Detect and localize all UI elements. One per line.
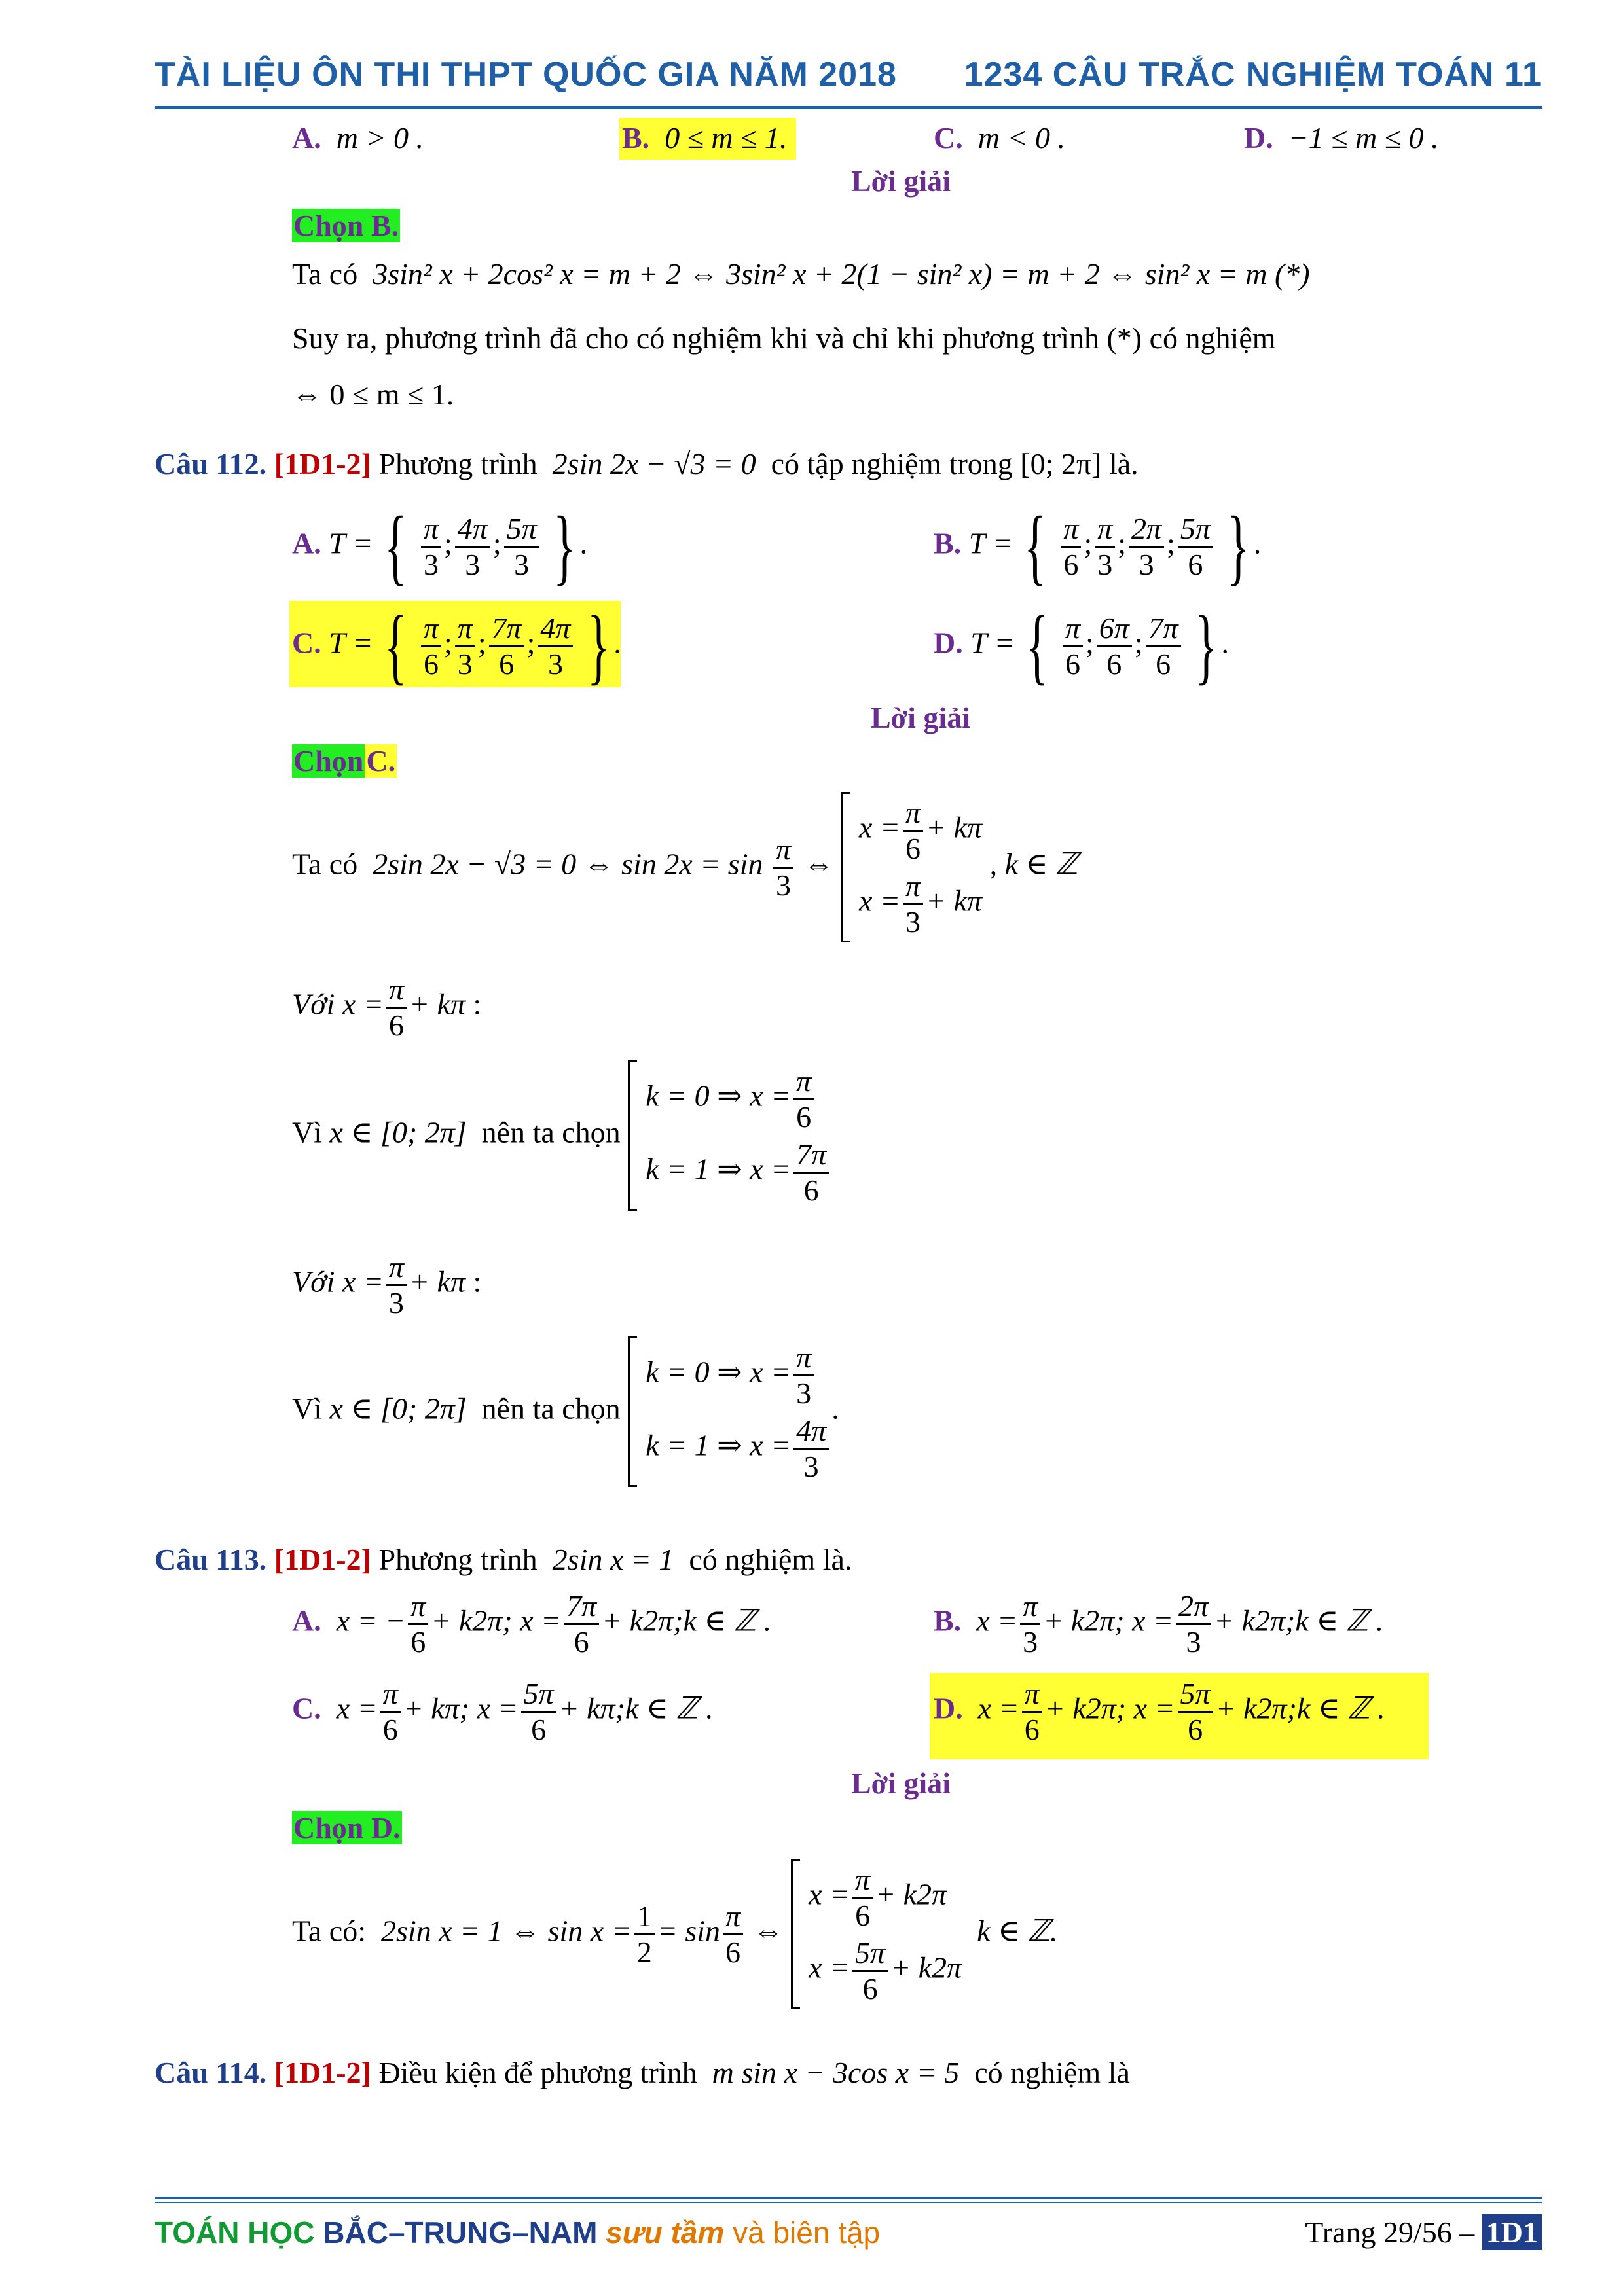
q111-solution-heading: Lời giải [851,164,951,198]
q113-option-d: D. x = $\frac{\pi}{6}$ + k2π; x = $\frac{5\pi}{6}$ + k2π;k ∈ ℤ . [934,1677,1385,1746]
q111-solution-line1: Ta có 3sin² x + 2cos² x = m + 2 ⇔ 3sin² x + 2(1 − sin² x) = m + 2 ⇔ sin² x = m (*) [292,257,1310,291]
footer-brand: TOÁN HỌC BẮC–TRUNG–NAM sưu tầm và biên tập [155,2215,881,2250]
q113-option-a: A. x = − $\frac{\pi}{6}$ + k2π; x = $\frac{7\pi}{6}$ + k2π;k ∈ ℤ . [292,1589,772,1659]
q111-solution-line3: ⇔ 0 ≤ m ≤ 1. [292,378,454,411]
q111-option-c: C. m < 0 . [934,121,1065,154]
header-left-title: TÀI LIỆU ÔN THI THPT QUỐC GIA NĂM 2018 [155,56,897,94]
q113-solution-equation: Ta có: 2sin x = 1 ⇔ sin x = $\frac{1}{2}$ = sin $\frac{\pi}{6}$ ⇔ x = $\frac{\pi}{6}$ + k2π x = $\frac{5\pi}{6}$ + k2π k ∈ ℤ. [292,1859,1057,2009]
q112-option-b: B. T = { $\frac{\pi}{6}$ ; $\frac{\pi}{3}$ ; $\frac{2\pi}{3}$ ; $\frac{5\pi}{6}$ } . [934,499,1262,594]
q113-option-c: C. x = $\frac{\pi}{6}$ + kπ; x = $\frac{5\pi}{6}$ + kπ;k ∈ ℤ . [292,1677,714,1746]
q114-stem: Câu 114. [1D1-2] Điều kiện để phương trình m sin x − 3cos x = 5 có nghiệm là [155,2056,1130,2089]
q111-option-a: A. m > 0 . [292,121,424,154]
q112-solution-equation: Ta có 2sin 2x − √3 = 0 ⇔ sin 2x = sin $\frac{\pi}{3}$ ⇔ x = $\frac{\pi}{6}$ + kπ x = $\frac{\pi}{3}$ + kπ , k ∈ ℤ [292,792,1078,942]
q113-stem: Câu 113. [1D1-2] Phương trình 2sin x = 1 có nghiệm là. [155,1543,852,1576]
q113-option-b: B. x = $\frac{\pi}{3}$ + k2π; x = $\frac{2\pi}{3}$ + k2π;k ∈ ℤ . [934,1589,1384,1659]
q112-option-d: D. T = { $\frac{\pi}{6}$ ; $\frac{6\pi}{6}$ ; $\frac{7\pi}{6}$ } . [934,599,1230,693]
chapter-badge: 1D1 [1482,2214,1542,2250]
footer-rule [155,2197,1542,2199]
footer-rule-thin [155,2202,1542,2203]
header-rule [155,106,1542,109]
q112-stem: Câu 112. [1D1-2] Phương trình 2sin 2x − √3 = 0 có tập nghiệm trong [0; 2π] là. [155,447,1139,480]
q112-with-case2: Với x = $\frac{\pi}{3}$ + kπ : [292,1250,482,1319]
q112-case1-choice: Vì x ∈ [0; 2π] nên ta chọn k = 0 ⇒ x = $\frac{\pi}{6}$ k = 1 ⇒ x = $\frac{7\pi}{6}$ [292,1060,831,1211]
q112-option-c: C. T = { $\frac{\pi}{6}$ ; $\frac{\pi}{3}$ ; $\frac{7\pi}{6}$ ; $\frac{4\pi}{3}$ } . [292,599,621,693]
q111-option-b: B. 0 ≤ m ≤ 1. [622,121,788,154]
q112-with-case1: Với x = $\frac{\pi}{6}$ + kπ : [292,973,482,1042]
q112-option-a: A. T = { $\frac{\pi}{3}$ ; $\frac{4\pi}{3}$ ; $\frac{5\pi}{3}$ } . [292,499,588,594]
q111-option-d: D. −1 ≤ m ≤ 0 . [1244,121,1439,154]
footer-page: Trang 29/56 – 1D1 [1305,2215,1542,2250]
q112-chon: ChọnC. [293,744,396,778]
q113-solution-heading: Lời giải [851,1767,951,1800]
header-right-title: 1234 CÂU TRẮC NGHIỆM TOÁN 11 [964,56,1542,94]
q111-chon: Chọn B. [293,209,399,242]
q113-chon: Chọn D. [293,1811,401,1844]
q111-solution-line2: Suy ra, phương trình đã cho có nghiệm khi và chỉ khi phương trình (*) có nghiệm [292,321,1276,355]
q112-solution-heading: Lời giải [871,701,970,734]
q112-case2-choice: Vì x ∈ [0; 2π] nên ta chọn k = 0 ⇒ x = $\frac{\pi}{3}$ k = 1 ⇒ x = $\frac{4\pi}{3}$ . [292,1336,839,1487]
